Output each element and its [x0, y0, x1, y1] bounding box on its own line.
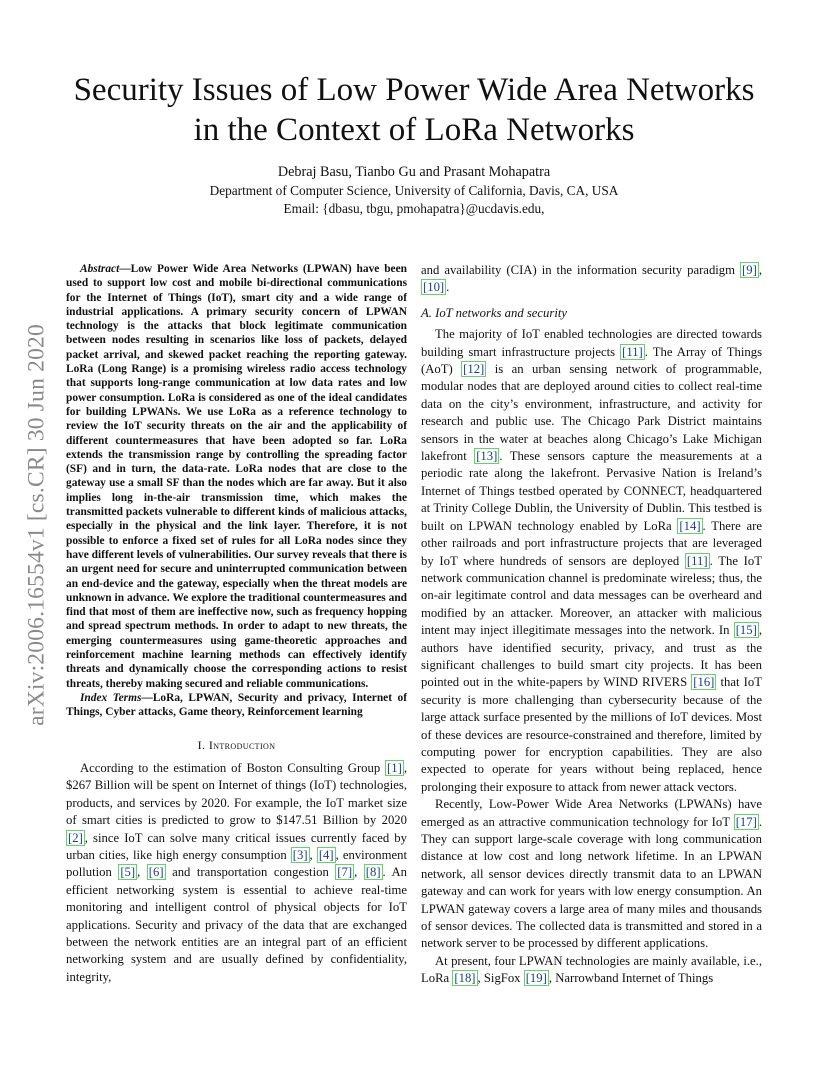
citation-link[interactable]: [14]: [679, 518, 701, 533]
text-run: , since IoT can solve many critical issues currently faced by urban cities, like high energy consumption: [66, 830, 407, 862]
text-run: According to the estimation of Boston Consulting Group: [80, 760, 386, 775]
paper-title: [40, 70, 788, 150]
text-run: . These sensors capture the measurements at a periodic rate along the lakefront. Pervasive Nation is Ireland’s Internet of Things testbed operated by CONNECT, headquartered at Trinity College Dublin, the University of Dublin. This testbed is built on LPWAN technology enabled by LoRa: [421, 449, 762, 533]
subsection-paragraph-3: [421, 953, 762, 988]
text-run: ,: [137, 865, 147, 880]
section-number: I.: [197, 737, 209, 752]
text-run: , $267 Billion will be spent on Internet of things (IoT) technologies, products, and services by 2020. For example, the IoT market size of smart cities is predicted to grow to $147.51 Billion by 2020: [66, 760, 407, 828]
subsection-paragraph-2: [421, 796, 762, 953]
text-run: ,: [758, 263, 762, 277]
citation-link[interactable]: [16]: [693, 675, 715, 690]
citation-link[interactable]: [19]: [525, 971, 547, 986]
citation-link[interactable]: [1]: [387, 760, 402, 775]
text-run: , authors have identified security, privacy, and trust as the significant challenges to build smart city projects. It has been pointed out in the white-papers by WIND RIVERS: [421, 623, 762, 690]
subsection-paragraph-1: [421, 326, 762, 796]
email-line: Email: {dbasu, tbgu, pmohapatra}@ucdavis.edu,: [283, 201, 545, 216]
section-heading-introduction: [66, 737, 407, 754]
citation-link[interactable]: [11]: [686, 553, 708, 568]
text-run: that IoT security is more challenging than cybersecurity because of the large attack surface presented by the millions of IoT devices. Most of these devices are resource-constrained and therefore, limited by computing power for encryption capabilities. They are also expected to operate for years without being replaced, hence prolonging their exposure to attack from newer attack vectors.: [421, 675, 762, 794]
text-run: . The IoT network communication channel is predominate wireless; thus, the on-air legitimate control and data messages can be overheard and modified by an attacker. Moreover, an attacker with malicious intent may inject illegitimate messages into the network. In: [421, 553, 762, 638]
citation-link[interactable]: [5]: [120, 865, 136, 880]
text-run: ,: [354, 865, 364, 880]
text-run: is an urban sensing network of programmable, modular nodes that are deployed around cities to collect real-time data on the city’s environment, infrastructure, and activity for research and public use. The Chicago Park District maintains sensors in the water at beaches along Chicago’s Lake Michigan lakefront: [421, 362, 762, 464]
citation-link[interactable]: [18]: [454, 971, 476, 986]
author-block: [80, 163, 748, 218]
text-run: Recently, Low-Power Wide Area Networks (LPWANs) have emerged as an attractive communication technology for IoT: [421, 797, 762, 829]
index-terms-label: Index Terms: [80, 691, 142, 704]
section-title: Introduction: [208, 737, 276, 752]
right-column: [421, 262, 762, 988]
intro-paragraph-1: [66, 760, 407, 986]
citation-link[interactable]: [11]: [622, 344, 643, 359]
text-run: . They can support large-scale coverage with long communication distance at low cost and long network lifetime. In an LPWAN network, all sensor devices directly transmit data to an LPWAN gateway and can work for years with low energy consumption. An LPWAN gateway covers a large area of many miles and thousands of sensor devices. The collected data is transmitted and stored in a network server to be processed by different applications.: [421, 814, 762, 951]
text-run: .: [446, 280, 450, 295]
affiliation: Department of Computer Science, University of California, Davis, CA, USA: [209, 183, 619, 198]
abstract-label: Abstract: [80, 263, 120, 275]
citation-link[interactable]: [3]: [292, 847, 308, 862]
citation-link[interactable]: [6]: [148, 865, 164, 880]
text-run: . An efficient networking system is essential to achieve real-time monitoring and intelligent control of physical objects for IoT applications. Security and privacy of the data that are exchanged between the network entities are an integral part of an efficient networking system and are usually defined by confidentiality, integrity,: [66, 865, 408, 984]
text-run: , environment pollution: [66, 847, 407, 880]
index-terms-text: —LoRa, LPWAN, Security and privacy, Internet of Things, Cyber attacks, Game theory, Reinforcement learning: [66, 691, 407, 719]
author-names: Debraj Basu, Tianbo Gu and Prasant Mohapatra: [277, 164, 551, 180]
title-line-1: Security Issues of Low Power Wide Area Networks: [73, 72, 755, 108]
text-run: The majority of IoT enabled technologies are directed towards building smart infrastructure projects: [421, 327, 762, 359]
left-column: [66, 262, 407, 986]
abstract-text: —Low Power Wide Area Networks (LPWAN) have been used to support low cost and mobile bi-directional communications for the Internet of Things (IoT), smart city and a wide range of industrial applications. A primary security concern of LPWAN technology is the attacks that block legitimate communication between nodes resulting in scenarios like loss of packets, delayed packet arrival, and skewed packet reaching the reporting gateway. LoRa (Long Range) is a promising wireless radio access technology that supports long-range communication at low data rates and low power consumption. LoRa is considered as one of the ideal candidates for building LPWANs. We use LoRa as a reference technology to review the IoT security threats on the air and the applicability of different countermeasures that have been adopted so far. LoRa extends the transmission range by controlling the spreading factor (SF) and in turn, the data-rate. LoRa nodes that are close to the gateway use a small SF than the nodes which are far away. But it also implies long in-the-air transmission time, which makes the transmitted packets vulnerable to different kinds of malicious attacks, especially in the physical and the link layer. Therefore, it is not possible to enforce a fixed set of rules for all LoRa nodes since they have different levels of vulnerabilities. Our survey reveals that there is an urgent need for secure and uninterrupted communication between an end-device and the gateway, especially when the threat models are unknown in advance. We explore the traditional countermeasures and find that most of them are ineffective now, such as frequency hopping and spread spectrum methods. In order to adapt to new threats, the emerging countermeasures using game-theoretic approaches and reinforcement machine learning methods can effectively identify threats and dynamically choose the corresponding actions to resist threats, thereby making secured and reliable communications.: [66, 263, 407, 690]
subsection-heading-iot-networks: A. IoT networks and security: [421, 305, 568, 320]
abstract: [66, 262, 407, 691]
citation-link[interactable]: [8]: [365, 865, 381, 880]
arxiv-stamp: [18, 290, 56, 760]
title-line-2: in the Context of LoRa Networks: [193, 112, 635, 148]
text-run: At present, four LPWAN technologies are mainly available, i.e., LoRa: [421, 953, 762, 986]
citation-link[interactable]: [17]: [735, 814, 757, 829]
text-run: and transportation congestion: [165, 865, 336, 880]
text-run: ,: [309, 847, 317, 862]
citation-link[interactable]: [4]: [318, 847, 334, 862]
index-terms: [66, 691, 407, 720]
text-run: , Narrowband Internet of Things: [548, 971, 714, 986]
text-run: . There are other railroads and port infrastructure projects that are leveraged by IoT where hundreds of sensors are deployed: [421, 518, 762, 568]
citation-link[interactable]: [7]: [337, 865, 353, 880]
text-run: and availability (CIA) in the information security paradigm: [421, 263, 741, 277]
intro-paragraph-1-continued: [421, 262, 762, 297]
text-run: . The Array of Things (AoT): [421, 344, 763, 377]
citation-link[interactable]: [2]: [68, 830, 83, 845]
citation-link[interactable]: [10]: [423, 280, 445, 295]
citation-link[interactable]: [9]: [742, 263, 757, 277]
citation-link[interactable]: [15]: [735, 623, 757, 638]
arxiv-stamp-text: arXiv:2006.16554v1 [cs.CR] 30 Jun 2020: [23, 324, 50, 726]
citation-link[interactable]: [12]: [463, 362, 485, 377]
citation-link[interactable]: [13]: [476, 449, 498, 464]
text-run: , SigFox: [477, 971, 524, 986]
